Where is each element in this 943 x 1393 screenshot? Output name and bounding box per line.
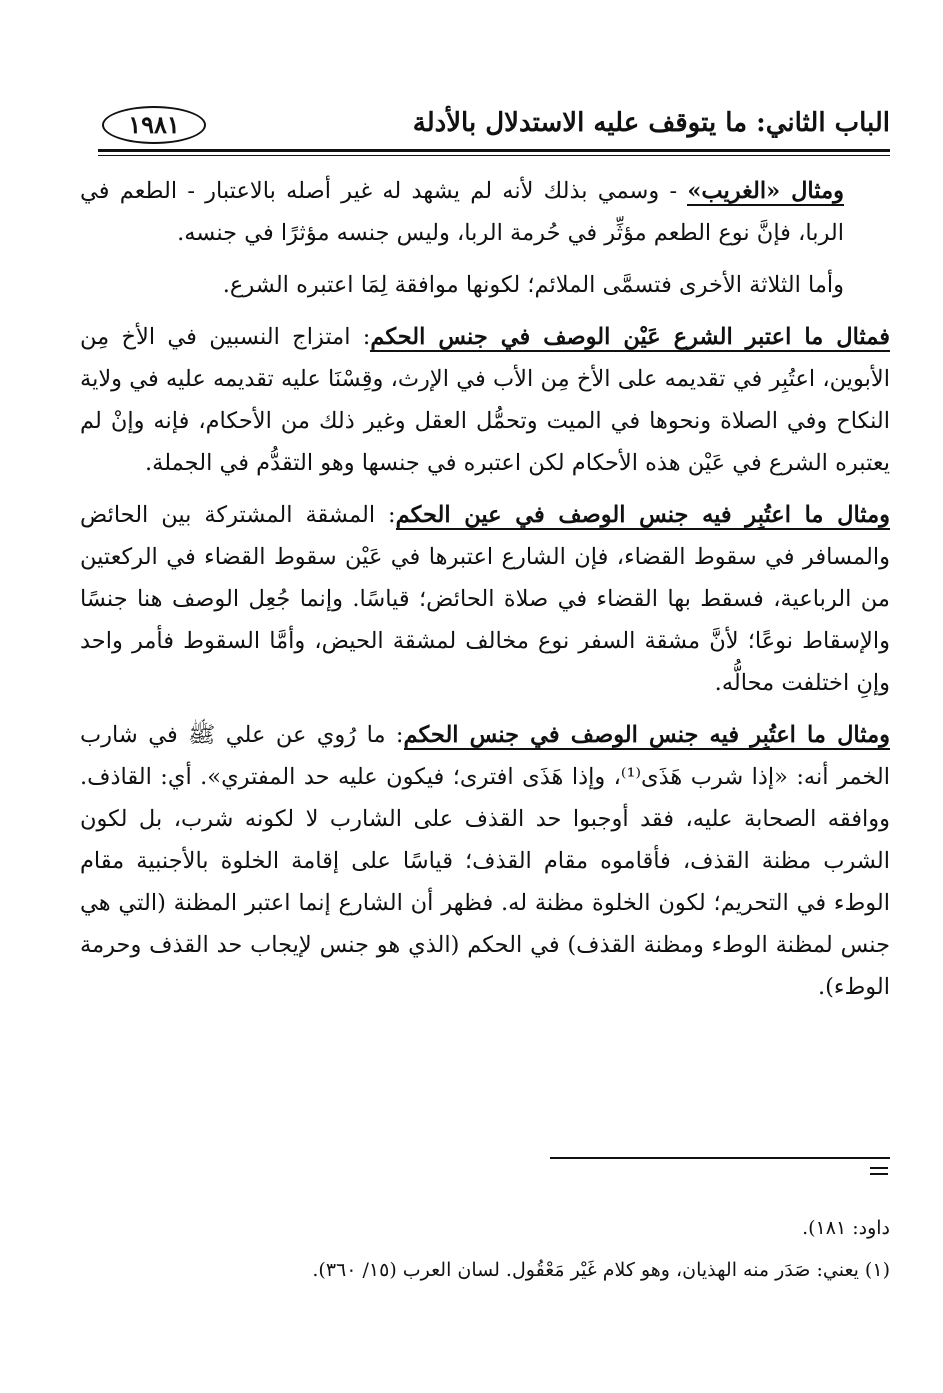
paragraph-text: - وسمي بذلك لأنه لم يشهد له غير أصله بالاعتبار - الطعم في الربا، فإنَّ نوع الطعم مؤثِّر في حُرمة الربا، وليس جنسه مؤثرًا في جنسه. bbox=[80, 178, 844, 246]
book-page bbox=[80, 100, 890, 1370]
paragraph-text: وأما الثلاثة الأخرى فتسمَّى الملائم؛ لكونها موافقة لِمَا اعتبره الشرع. bbox=[222, 272, 844, 298]
header-rule-thick bbox=[98, 149, 890, 152]
paragraph-ayn-wasf-jins-hukm bbox=[80, 316, 890, 484]
footnote-1: (١) يعني: صَدَر منه الهذيان، وهو كلام غَيْر مَعْقُول. لسان العرب (١٥/ ٣٦٠). bbox=[312, 1259, 890, 1281]
paragraph-lead: فمثال ما اعتبر الشرع عَيْن الوصف في جنس الحكم bbox=[370, 324, 890, 350]
paragraph-text: : المشقة المشتركة بين الحائض والمسافر في سقوط القضاء، فإن الشارع اعتبرها في عَيْن سقوط القضاء في الركعتين من الرباعية، فسقط بها القضاء في صلاة الحائض؛ قياسًا. وإنما جُعِل الوصف هنا جنسًا والإسقاط نوعًا؛ لأنَّ مشقة السفر نوع مخالف لمشقة الحيض، وأمَّا السقوط فأمر واحد وإنِ اختلفت محالُّه. bbox=[80, 502, 890, 696]
paragraph-text: : ما رُوي عن علي ﷺ في شارب الخمر أنه: «إذا شرب هَذَى⁽¹⁾، وإذا هَذَى افترى؛ فيكون عليه حد المفتري». أي: القاذف. ووافقه الصحابة عليه، فقد أوجبوا حد القذف على الشارب لا لكونه شرب، بل لكون الشرب مظنة القذف، فأقاموه مقام القذف؛ قياسًا على إقامة الخلوة بالأجنبية مقام الوطء في التحريم؛ لكون الخلوة مظنة له. فظهر أن الشارع إنما اعتبر المظنة (التي هي جنس لمظنة الوطء ومظنة القذف) في الحكم (الذي هو جنس لإيجاب حد القذف وحرمة الوطء). bbox=[80, 722, 890, 1000]
paragraph-lead: ومثال ما اعتُبِر فيه جنس الوصف في عين الحكم bbox=[395, 502, 891, 528]
paragraph-lead: ومثال ما اعتُبِر فيه جنس الوصف في جنس الحكم bbox=[403, 722, 890, 748]
page-number-badge: ١٩٨١ bbox=[102, 106, 206, 144]
paragraph-lead: ومثال «الغريب» bbox=[687, 178, 844, 204]
footnote-separator bbox=[550, 1157, 890, 1159]
paragraph-gharib bbox=[80, 170, 890, 254]
header-rule-thin bbox=[98, 155, 890, 156]
main-text bbox=[80, 170, 890, 1018]
footnote-continued: داود: ١٨١). bbox=[802, 1217, 890, 1239]
footnote-list bbox=[80, 1207, 890, 1291]
paragraph-jins-wasf-ayn-hukm bbox=[80, 494, 890, 704]
continuation-mark bbox=[870, 1167, 888, 1179]
paragraph-jins-wasf-jins-hukm bbox=[80, 714, 890, 1008]
paragraph-text: : امتزاج النسبين في الأخ مِن الأبوين، اعتُبِر في تقديمه على الأخ مِن الأب في الإرث، وقِسْنَا عليه تقديمه عليه في ولاية النكاح وفي الصلاة ونحوها في الميت وتحمُّل العقل وغير ذلك من الأحكام، فإنه وإنْ لم يعتبره الشرع في عَيْن هذه الأحكام لكن اعتبره في جنسها وهو التقدُّم في الجملة. bbox=[80, 324, 890, 476]
running-title: الباب الثاني: ما يتوقف عليه الاستدلال بالأدلة bbox=[412, 108, 890, 138]
paragraph-mulaim bbox=[80, 264, 890, 306]
page-header bbox=[80, 100, 890, 150]
